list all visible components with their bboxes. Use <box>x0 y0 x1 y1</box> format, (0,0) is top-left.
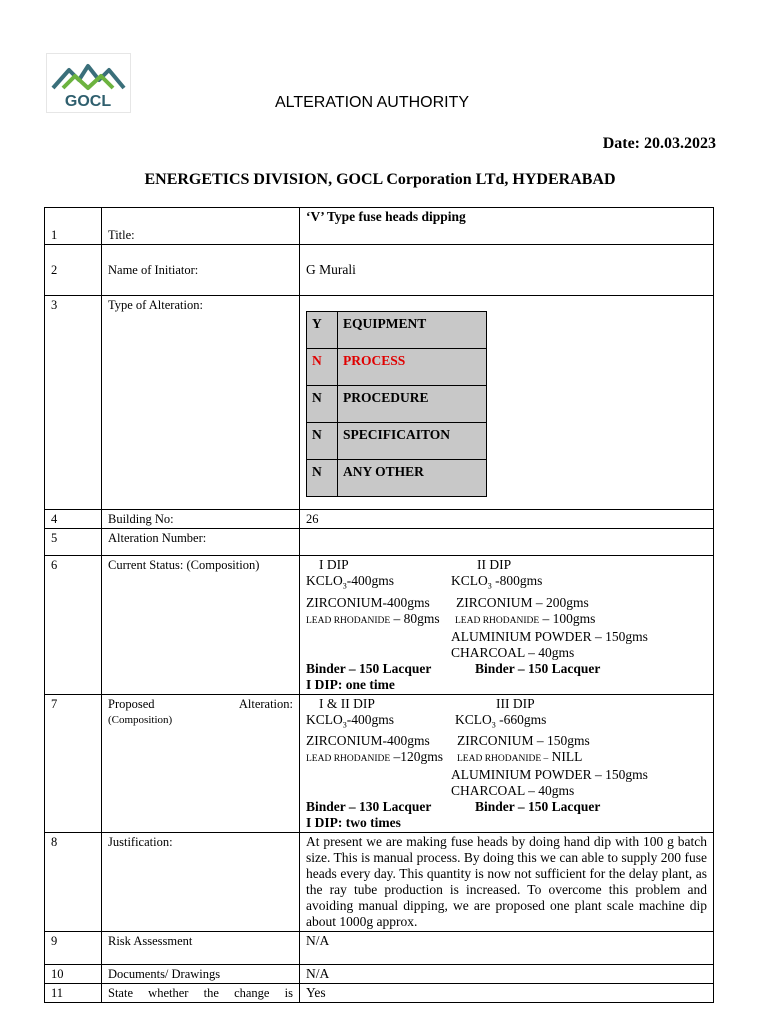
table-row-alteration-type <box>45 296 714 510</box>
row-number: 5 <box>45 529 102 556</box>
lead-rhodanide-amount: LEAD RHODANIDE – 80gms <box>306 610 440 626</box>
option-name: EQUIPMENT <box>338 312 487 349</box>
table-row-documents <box>45 965 714 984</box>
option-name: ANY OTHER <box>338 460 487 497</box>
table-row-current-status <box>45 556 714 695</box>
alteration-table <box>44 207 714 1003</box>
zirconium-amount: ZIRCONIUM-400gms <box>306 594 430 610</box>
dip-heading: I DIP <box>319 557 349 572</box>
option-procedure <box>307 386 487 423</box>
dip-heading: I & II DIP <box>319 695 375 711</box>
dip-count-note: I DIP: one time <box>306 676 395 692</box>
table-row-building <box>45 510 714 529</box>
table-row-alteration-number <box>45 529 714 556</box>
binder-amount: Binder – 150 Lacquer <box>306 660 432 676</box>
dip-heading: II DIP <box>477 557 512 572</box>
table-row-proposed-alteration <box>45 694 714 833</box>
current-composition <box>300 556 714 695</box>
division-heading: ENERGETICS DIVISION, GOCL Corporation LTd, HYDERABAD <box>144 171 616 188</box>
option-process <box>307 349 487 386</box>
row-number: 2 <box>45 245 102 296</box>
zirconium-amount: ZIRCONIUM – 150gms <box>457 733 590 749</box>
binder-amount: Binder – 150 Lacquer <box>475 799 601 815</box>
risk-assessment-label: Risk Assessment <box>102 932 300 965</box>
row-number: 9 <box>45 932 102 965</box>
option-flag: N <box>307 423 338 460</box>
documents-value: N/A <box>300 965 714 984</box>
title-label: Title: <box>102 208 300 245</box>
document-title: ALTERATION AUTHORITY <box>274 94 470 111</box>
proposed-composition <box>300 694 714 833</box>
row-number: 6 <box>45 556 102 695</box>
zirconium-amount: ZIRCONIUM – 200gms <box>456 594 589 610</box>
lead-rhodanide-amount: LEAD RHODANIDE –120gms <box>306 749 444 765</box>
row-number: 3 <box>45 296 102 510</box>
dip-count-note: I DIP: two times <box>306 815 401 831</box>
row-number: 1 <box>45 208 102 245</box>
lead-rhodanide-amount: LEAD RHODANIDE – 100gms <box>455 610 596 626</box>
aluminium-powder-amount: ALUMINIUM POWDER – 150gms <box>451 767 648 783</box>
title-value: ‘V’ Type fuse heads dipping <box>300 208 714 245</box>
binder-amount: Binder – 150 Lacquer <box>475 660 601 676</box>
zirconium-amount: ZIRCONIUM-400gms <box>306 733 430 749</box>
kclo3-amount: $KCLO_3-400gms$ <box>306 711 394 730</box>
proposed-alteration-label: Proposed Alteration: (Composition) <box>102 694 300 833</box>
justification-label: Justification: <box>102 833 300 932</box>
row-number: 11 <box>45 984 102 1003</box>
documents-label: Documents/ Drawings <box>102 965 300 984</box>
row-number: 4 <box>45 510 102 529</box>
aluminium-powder-amount: ALUMINIUM POWDER – 150gms <box>451 628 648 644</box>
option-any-other <box>307 460 487 497</box>
initiator-label: Name of Initiator: <box>102 245 300 296</box>
charcoal-amount: CHARCOAL – 40gms <box>451 783 575 799</box>
option-equipment <box>307 312 487 349</box>
option-flag: Y <box>307 312 338 349</box>
dip-heading: III DIP <box>496 695 535 711</box>
initiator-value: G Murali <box>300 245 714 296</box>
option-flag: N <box>307 460 338 497</box>
change-value: Yes <box>300 984 714 1003</box>
binder-amount: Binder – 130 Lacquer <box>306 799 432 815</box>
option-specification <box>307 423 487 460</box>
svg-text:GOCL: GOCL <box>64 93 112 110</box>
change-label: State whether the change is <box>102 984 300 1003</box>
table-row-justification <box>45 833 714 932</box>
option-name: SPECIFICAITON <box>338 423 487 460</box>
current-status-label: Current Status: (Composition) <box>102 556 300 695</box>
option-name: PROCEDURE <box>338 386 487 423</box>
table-row-initiator <box>45 245 714 296</box>
charcoal-amount: CHARCOAL – 40gms <box>451 644 575 660</box>
justification-text: At present we are making fuse heads by doing hand dip with 100 g batch size. This is manual process. By doing this we can able to supply 200 fuse heads every day. This quantity is now not sufficient for the delay plant, as the ray tube production is increased. To overcome this problem and avoiding manual dipping, we are proposed one plant scale machine dip about 1000g approx. <box>300 833 714 932</box>
table-row-title <box>45 208 714 245</box>
alteration-number-value <box>300 529 714 556</box>
kclo3-amount: $KCLO_3-400gms$ <box>306 573 394 591</box>
kclo3-amount: $KCLO_3$ -800gms <box>451 573 543 591</box>
row-number: 7 <box>45 694 102 833</box>
document-date: Date: 20.03.2023 <box>602 135 716 152</box>
option-name: PROCESS <box>338 349 487 386</box>
table-row-change <box>45 984 714 1003</box>
risk-assessment-value: N/A <box>300 932 714 965</box>
row-number: 8 <box>45 833 102 932</box>
option-flag: N <box>307 349 338 386</box>
alteration-number-label: Alteration Number: <box>102 529 300 556</box>
kclo3-amount: $KCLO_3$ -660gms <box>455 711 547 730</box>
table-row-risk <box>45 932 714 965</box>
building-label: Building No: <box>102 510 300 529</box>
alteration-type-options <box>306 311 487 497</box>
option-flag: N <box>307 386 338 423</box>
lead-rhodanide-amount: LEAD RHODANIDE – NILL <box>457 749 583 765</box>
building-value: 26 <box>300 510 714 529</box>
row-number: 10 <box>45 965 102 984</box>
alteration-type-label: Type of Alteration: <box>102 296 300 510</box>
